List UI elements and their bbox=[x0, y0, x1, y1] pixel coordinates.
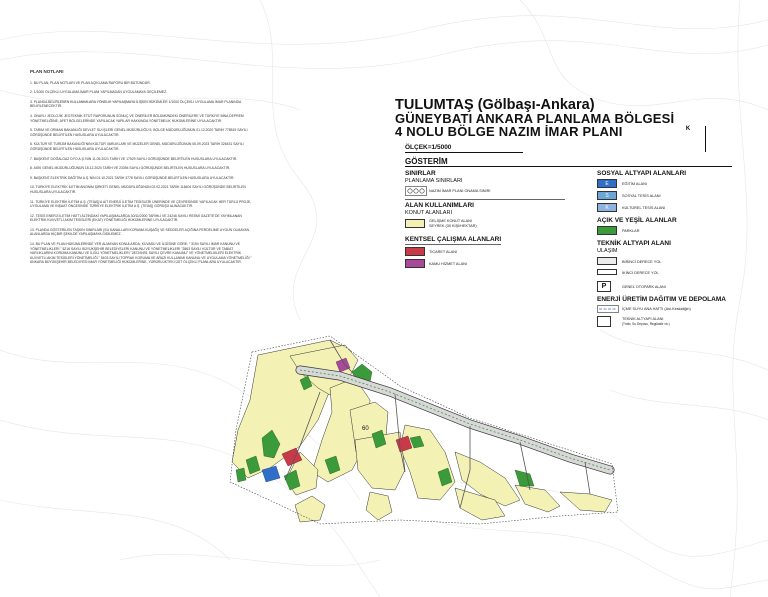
legend-onama-siniri: NAZIM İMAR PLANI ONAMA SINIRI bbox=[429, 189, 491, 193]
legend-teknik-altyapi-sub: (Trafo, Su Deposu, Regülatör vb.) bbox=[622, 322, 670, 326]
legend-ikinci-derece-yol: İKİNCİ DERECE YOL bbox=[622, 271, 659, 275]
plan-note: 13. PLANDA GÖSTERİLEN TAŞKIN SINIRLARI (SU KANALLARI KORUMA KUŞAĞI) VE SEDDELER AÇIĞINA PERDELİME UYGUN OLMAYAN ALANLARDA HİÇBİR ŞEKİLDE YAPILAŞMAYA GİDİLEMEZ. bbox=[30, 227, 250, 237]
plan-note: 9. BAŞKENT ELEKTRİK DAĞITIM A.Ş.'NİN 01.10.2021 TARİH 3778 SAYILI GÖRÜŞÜNDE BELİRTİLEN HUSUSLARA UYULACAKTIR. bbox=[30, 175, 235, 180]
kulturel-tesis-swatch: K bbox=[597, 203, 617, 212]
legend-sinirlar-heading: SINIRLAR bbox=[405, 170, 436, 177]
north-arrow-icon: K bbox=[685, 126, 691, 132]
legend-ticaret-alani: TİCARET ALANI bbox=[429, 250, 457, 254]
plan-note: 1. BU PLAN, PLAN NOTLARI VE PLAN AÇIKLAMA RAPORU BİR BÜTÜNDÜR. bbox=[30, 80, 151, 85]
legend-sosyal-tesis-alani: SOSYAL TESİS ALANI bbox=[622, 194, 661, 198]
plan-note: 5. TARIM VE ORMAN BAKANLIĞI DEVLET SU İŞLERİ GENEL MÜDÜRLÜĞÜ 5. BÖLGE MÜDÜRLÜĞÜNÜN 01.12.2020 TARİH 778519 SAYILI GÖRÜŞÜNDE BELİRTİLEN HUSUSLARA UYULACAKTIR. bbox=[30, 128, 248, 137]
legend-alan-kullanimlari-heading: ALAN KULLANIMLARI bbox=[405, 202, 474, 209]
legend-parklar: PARKLAR bbox=[622, 229, 640, 233]
plan-note: 12. TESİS ENERJİ İLETİM HATTI ALTINDAKİ YAPILAŞMALARDA 30/11/2000 TARİHLİ VE 24246 SAYILI RESMİ GAZETE'DE YAYIMLANAN ELEKTRİK KUVVETLİ AKIM TESİSLERİ (EKAT) YÖNETMELİĞİ HÜKÜMLERİNE UYULACAKTIR. bbox=[30, 213, 242, 223]
plan-note: 10. TÜRKİYE ELEKTRİK İLETİM ANONİM ŞİRKETİ GENEL MÜDÜRLÜĞÜNÜN 02.02.2021 TARİH 118404 SAYILI GÖRÜŞÜNDE BELİRTİLEN HUSUSLARA UYULACAKTIR. bbox=[30, 185, 246, 194]
scale-label: ÖLÇEK=1/5000 bbox=[405, 144, 452, 151]
legend-teknik-altyapi-alani: TEKNİK ALTYAPI ALANI bbox=[622, 317, 664, 321]
legend-ulasim: ULAŞIM bbox=[597, 248, 618, 254]
plan-note: 4. ONAYLI JEOLOJİK JEOTEKNİK ETÜT RAPORUNUN SONUÇ VE ÖNERİLER BÖLÜMÜNDEKİ ÖNERİLERE VE TÜRKİYE BİNA DEPREM YÖNETMELİĞİNE, AFET BÖLGELERİNDE YAPILACAK YAPILAR HAKKINDA YÖNETMELİK HÜKÜMLERİNE UYULACAKTIR. bbox=[30, 113, 244, 123]
legend-icme-suyu-hatti: İÇME SUYU ANA HATTI (Asi-Keskidiğin) bbox=[622, 307, 691, 311]
plan-title-region: GÜNEYBATI ANKARA PLANLAMA BÖLGESİ bbox=[395, 111, 675, 126]
legend-sosyal-heading: SOSYAL ALTYAPI ALANLARI bbox=[597, 170, 687, 177]
legend-enerji-heading: ENERJİ ÜRETİM DAĞITIM VE DEPOLAMA bbox=[597, 296, 726, 303]
legend-birinci-derece-yol: BİRİNCİ DERECE YOL bbox=[622, 260, 662, 264]
plan-note: 3. PLANDA BELİRLENEN KULLANIMLARA YÖNELİK YAPILAŞMAYA İLİŞKİN HÜKÜMLER 1/1000 ÖLÇEKLİ UYGULAMA İMAR PLANINDA BELİRLENECEKTİR. bbox=[30, 99, 242, 109]
legend-konut-alanlari: KONUT ALANLARI bbox=[405, 210, 452, 216]
legend-planlama-sinirlari: PLANLAMA SINIRLARI bbox=[405, 178, 463, 184]
legend-gelisme-konut-density: SEYREK (30 KİŞİ/HEKTAR) bbox=[429, 224, 477, 228]
otopark-icon: P bbox=[597, 281, 611, 292]
legend-gelisme-konut: GELİŞME KONUT ALANI bbox=[429, 219, 472, 223]
plan-note: 14. BU PLAN VE PLAN HÜKÜMLERİNDE YER ALMAYAN KONULARDA; KÜVASU VE İLGİSİNE GÖRE; " 3194 SAYILI İMAR KANUNU VE YÖNETMELİKLERİ " 5216 SAYILI BÜYÜKŞEHİR BELEDİYELERİ KANUNU VE YÖNETMELİKLERİ "2863 SAYILI KÜLTÜR VE TABİAT VARLIKLARINI KORUMA KANUNU VE İLGİLİ YÖNETMELİKLERİ "2872/5491 SAYILI ÇEVRE KANUNU" VE YÖNETMELİKLERİ ELEKTRİK KUVVETLİ AKIM TESİSLERİ YÖNETMELİĞİ " 5403 SAYILI TOPRAK KORUMA VE ARAZİ KULLANIMI KANUNU VE UYGULAMA YÖNETMELİĞİ " ANKARA BÜYÜKŞEHİR BELEDİYESİ İMAR YÖNETMELİĞİ HÜKÜMLERİNE, YÜRÜRLÜKTEKİ ÜST ÖLÇEKLİ PLANLARA UYULACAKTIR. bbox=[30, 242, 252, 265]
plan-note: 11. TÜRKİYE ELEKTRİK İLETİM A.Ş. (TEİAŞ)'A AİT ENERJİ İLETİM TESİSLERİ ÜNERİNDE VE ÇEVRESİNDE YAPILACAK HER TÜRLÜ PROJE, UYGULAMA VE İNŞAAT ÖNCESİNDE TÜRKİYE ELEKTRİK İLETİM A.Ş. (TEİAŞ) GÖRÜŞÜ ALINACAKTIR. bbox=[30, 199, 252, 209]
plan-title-location: TULUMTAŞ (Gölbaşı-Ankara) bbox=[395, 97, 595, 113]
plan-note: 7. BAŞKENT DOĞALGAZ DYO A.Ş.'NİN 11.05.2021 TARİH VE 17529 SAYILI GÖRÜŞÜNDE BELİRTİLEN HUSUSLARA UYULACAKTIR. bbox=[30, 156, 238, 161]
legend-teknik-heading: TEKNİK ALTYAPI ALANI bbox=[597, 240, 671, 247]
legend-kamu-hizmet-alani: KAMU HİZMET ALANI bbox=[429, 262, 467, 266]
legend-genel-otopark: GENEL OTOPARK ALANI bbox=[622, 285, 666, 289]
legend-yesil-heading: AÇIK VE YEŞİL ALANLAR bbox=[597, 217, 677, 224]
sosyal-tesis-swatch: S bbox=[597, 191, 617, 200]
plan-note: 2. 1/1000 ÖLÇEKLİ UYGULAMA İMAR PLANI YAPILMADAN UYGULAMAYA GEÇİLEMEZ. bbox=[30, 90, 168, 95]
legend-kentsel-heading: KENTSEL ÇALIŞMA ALANLARI bbox=[405, 236, 502, 243]
road-width-label: 60 bbox=[362, 426, 369, 432]
plan-title-name: 4 NOLU BÖLGE NAZIM İMAR PLANI bbox=[395, 124, 623, 139]
legend-egitim-alani: EĞİTİM ALANI bbox=[622, 182, 647, 186]
plan-note: 8. ASKİ GENEL MÜDÜRLÜĞÜNÜN 18.12.2020 TARİH VE 23394 SAYILI GÖRÜŞÜNDE BELİRTİLEN HUSUSLARA UYULACAKTIR. bbox=[30, 166, 231, 171]
legend-heading: GÖSTERİM bbox=[405, 157, 448, 166]
egitim-swatch: E bbox=[597, 179, 617, 188]
plan-notes-heading: PLAN NOTLARI bbox=[30, 69, 64, 74]
plan-note: 6. KÜLTÜR VE TURİZM BAKANLIĞI'NIN KÜLTÜR VARLIKLARI VE MÜZELER GENEL MÜDÜRLÜĞÜNÜN 06.09.2023 TARİH 326431 SAYILI GÖRÜŞÜNDE BELİRTİLEN HUSUSLARA UYULACAKTIR. bbox=[30, 142, 244, 151]
legend-kulturel-tesis-alani: KÜLTÜREL TESİS ALANI bbox=[622, 206, 666, 210]
residential-parcels bbox=[232, 340, 612, 522]
